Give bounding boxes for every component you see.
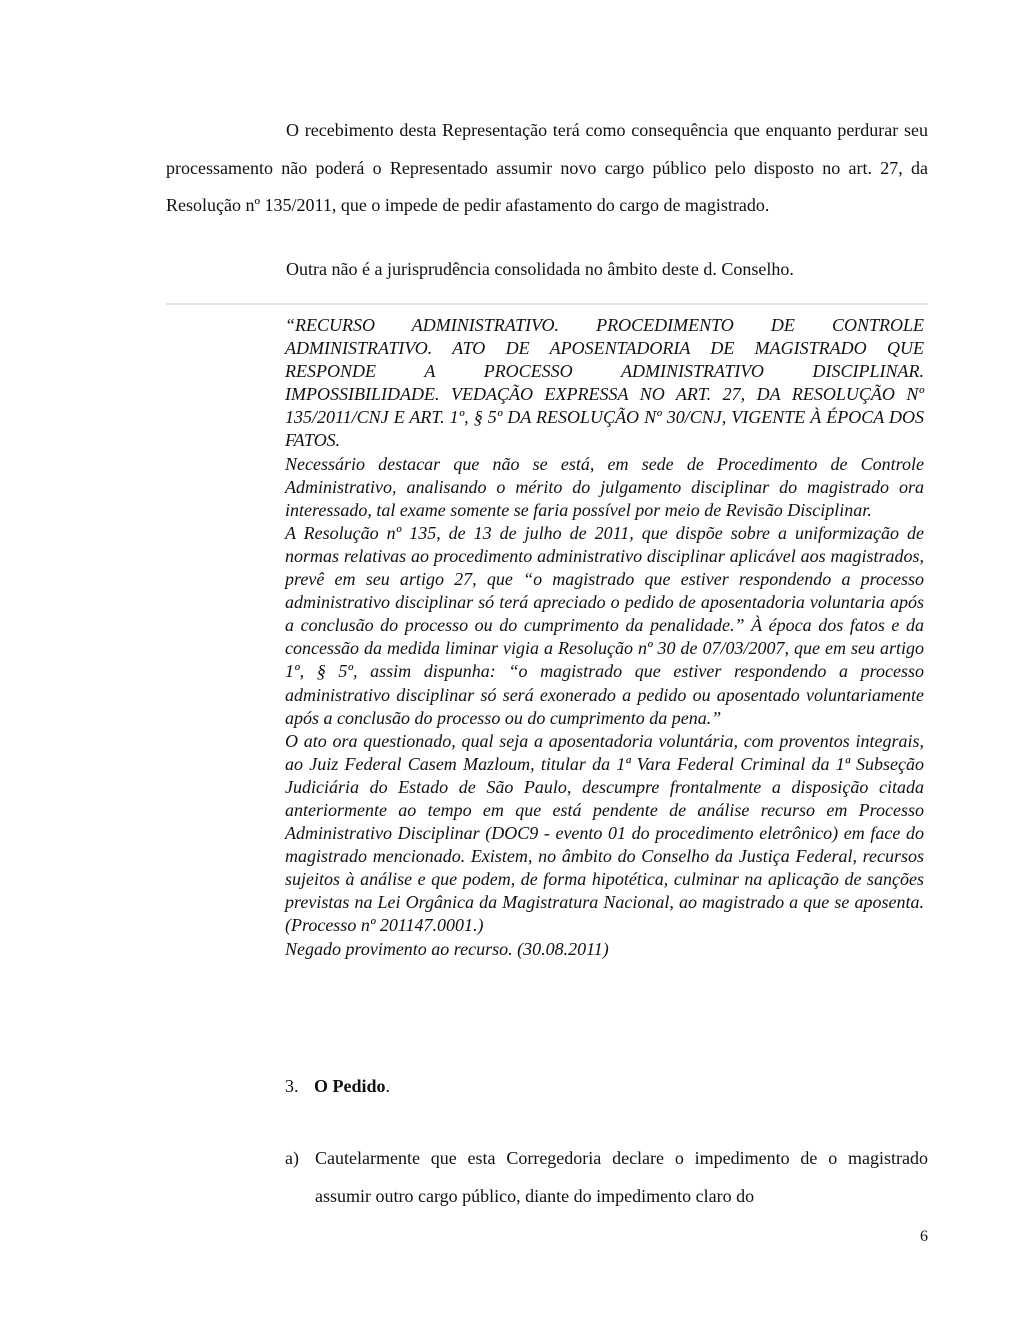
page-number: 6 xyxy=(920,1228,928,1245)
section-title: O Pedido xyxy=(314,1076,386,1096)
divider-line xyxy=(166,303,928,305)
quote-paragraph-2: A Resolução nº 135, de 13 de julho de 2011, que dispõe sobre a uniformização de normas relativas ao procedimento administrativo disciplinar aplicável aos magistrados, prevê em seu artigo 27, que “o magistrado que estiver respondendo a processo administrativo disciplinar só terá apreciado o pedido de aposentadoria voluntaria após a conclusão do processo ou do cumprimento da penalidade.” À época dos fatos e da concessão da medida liminar vigia a Resolução nº 30 de 07/03/2007, que em seu artigo 1º, § 5º, assim dispunha: “o magistrado que estiver respondendo a processo administrativo disciplinar só será exonerado a pedido ou aposentado voluntariamente após a conclusão do processo ou do cumprimento da pena.” xyxy=(285,522,924,728)
item-marker: a) xyxy=(285,1148,299,1168)
quote-heading-continued: IMPOSSIBILIDADE. VEDAÇÃO EXPRESSA NO ART. 27, DA RESOLUÇÃO Nº 135/2011/CNJ E ART. 1º, § 5º DA RESOLUÇÃO Nº 30/CNJ, VIGENTE À ÉPOCA DOS FATOS. xyxy=(285,384,924,451)
item-text: Cautelarmente que esta Corregedoria declare o impedimento de o magistrado assumir outro cargo público, diante do impedimento claro do xyxy=(315,1148,928,1206)
section-heading xyxy=(285,1072,390,1100)
request-item-a xyxy=(285,1140,928,1215)
quote-heading: “RECURSO ADMINISTRATIVO. PROCEDIMENTO DE CONTROLE ADMINISTRATIVO. ATO DE APOSENTADORIA DE MAGISTRADO QUE RESPONDE A PROCESSO ADMINISTRATIVO DISCIPLINAR. xyxy=(285,315,924,382)
quote-paragraph-4: Negado provimento ao recurso. (30.08.2011) xyxy=(285,938,609,959)
jurisprudence-quote xyxy=(285,314,924,961)
paragraph-intro: O recebimento desta Representação terá como consequência que enquanto perdurar seu processamento não poderá o Representado assumir novo cargo público pelo disposto no art. 27, da Resolução nº 135/2011, que o impede de pedir afastamento do cargo de magistrado. xyxy=(166,120,928,215)
section-title-suffix: . xyxy=(385,1076,391,1096)
quote-paragraph-1: Necessário destacar que não se está, em sede de Procedimento de Controle Administrativo, analisando o mérito do julgamento disciplinar do magistrado ora interessado, tal exame somente se faria possível por meio de Revisão Disciplinar. xyxy=(285,453,924,520)
paragraph-jurisprudence: Outra não é a jurisprudência consolidada no âmbito deste d. Conselho. xyxy=(286,259,794,279)
section-number: 3. xyxy=(285,1076,299,1096)
quote-paragraph-3: O ato ora questionado, qual seja a aposentadoria voluntária, com proventos integrais, ao Juiz Federal Casem Mazloum, titular da 1ª Vara Federal Criminal da 1ª Subseção Judiciária do Estado de São Paulo, descumpre frontalmente a disposição citada anteriormente ao tempo em que está pendente de análise recurso em Processo Administrativo Disciplinar (DOC9 - evento 01 do procedimento eletrônico) em face do magistrado mencionado. Existem, no âmbito do Conselho da Justiça Federal, recursos sujeitos à análise e que podem, de forma hipotética, culminar na aplicação de sanções previstas na Lei Orgânica da Magistratura Nacional, ao magistrado a que se aposenta. (Processo nº 201147.0001.) xyxy=(285,730,924,936)
